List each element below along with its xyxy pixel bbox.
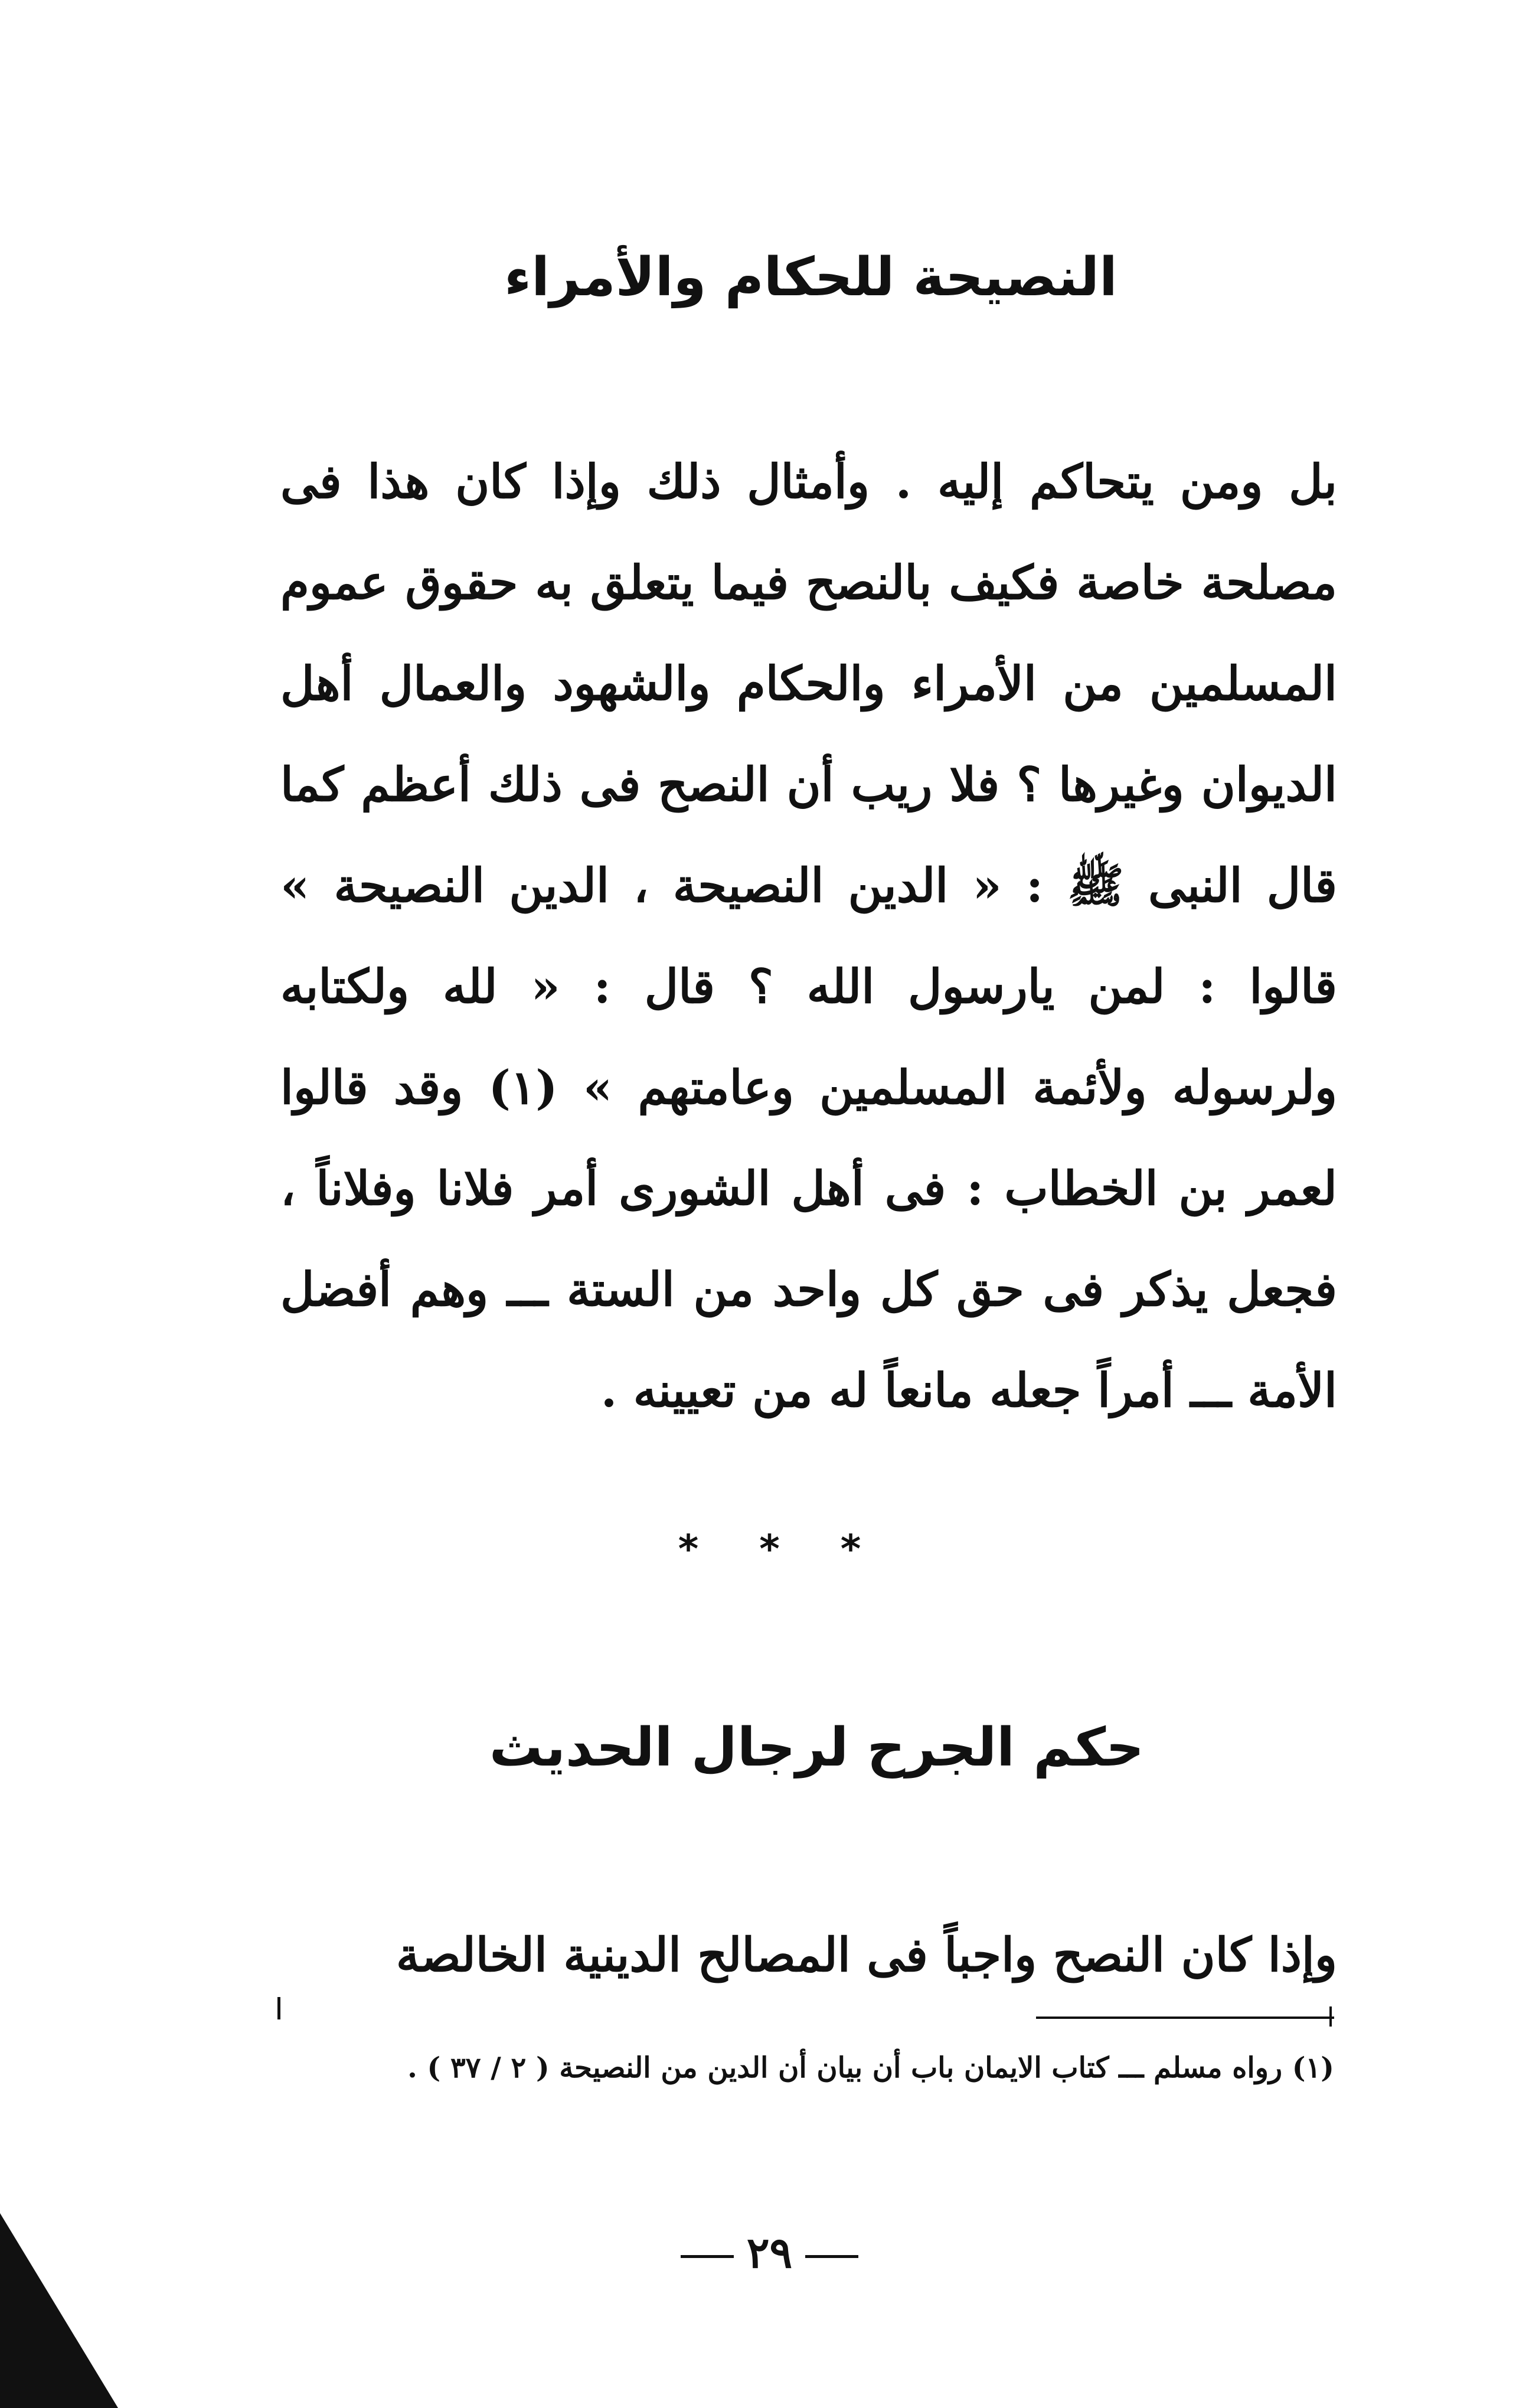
section-title-advice-to-rulers: النصيحة للحكام والأمراء [504, 246, 1118, 308]
footnote-divider-tick [1329, 2006, 1332, 2027]
page-number-dash-left [681, 2255, 734, 2258]
footnote-divider [1036, 2017, 1334, 2019]
section-title-hadith-narrators: حكم الجرح لرجال الحديث [489, 1717, 1145, 1779]
section-body-paragraph-continued: وإذا كان النصح واجباً فى المصالح الدينية الخالصة [396, 1927, 1337, 1982]
margin-mark [277, 1997, 280, 2019]
scan-corner-mark [0, 2213, 118, 2408]
section-body-paragraph: بل ومن يتحاكم إليه . وأمثال ذلك وإذا كان هذا فى مصلحة خاصة فكيف بالنصح فيما يتعلق به حقوق عموم المسلمين من الأمراء والحكام والشهود والعمال أهل الديوان وغيرها ؟ فلا ريب أن النصح فى ذلك أعظم كما قال النبى ﷺ : « الدين النصيحة ، الدين النصيحة » قالوا : لمن يارسول الله ؟ قال : « لله ولكتابه ولرسوله ولأئمة المسلمين وعامتهم » (١) وقد قالوا لعمر بن الخطاب : فى أهل الشورى أمر فلانا وفلاناً ، فجعل يذكر فى حق كل واحد من الستة ـــ وهم أفضل الأمة ـــ أمراً جعله مانعاً له من تعيينه . [280, 454, 1337, 1418]
page-number: ٢٩ [746, 2227, 793, 2278]
footnote: (١) رواه مسلم ـــ كتاب الايمان باب أن بيان أن الدين من النصيحة ( ٢ / ٣٧ ) . [407, 2051, 1334, 2084]
page-number-footer [0, 2226, 1539, 2279]
page-number-dash-right [805, 2255, 858, 2258]
section-separator: * * * [678, 1526, 861, 1572]
